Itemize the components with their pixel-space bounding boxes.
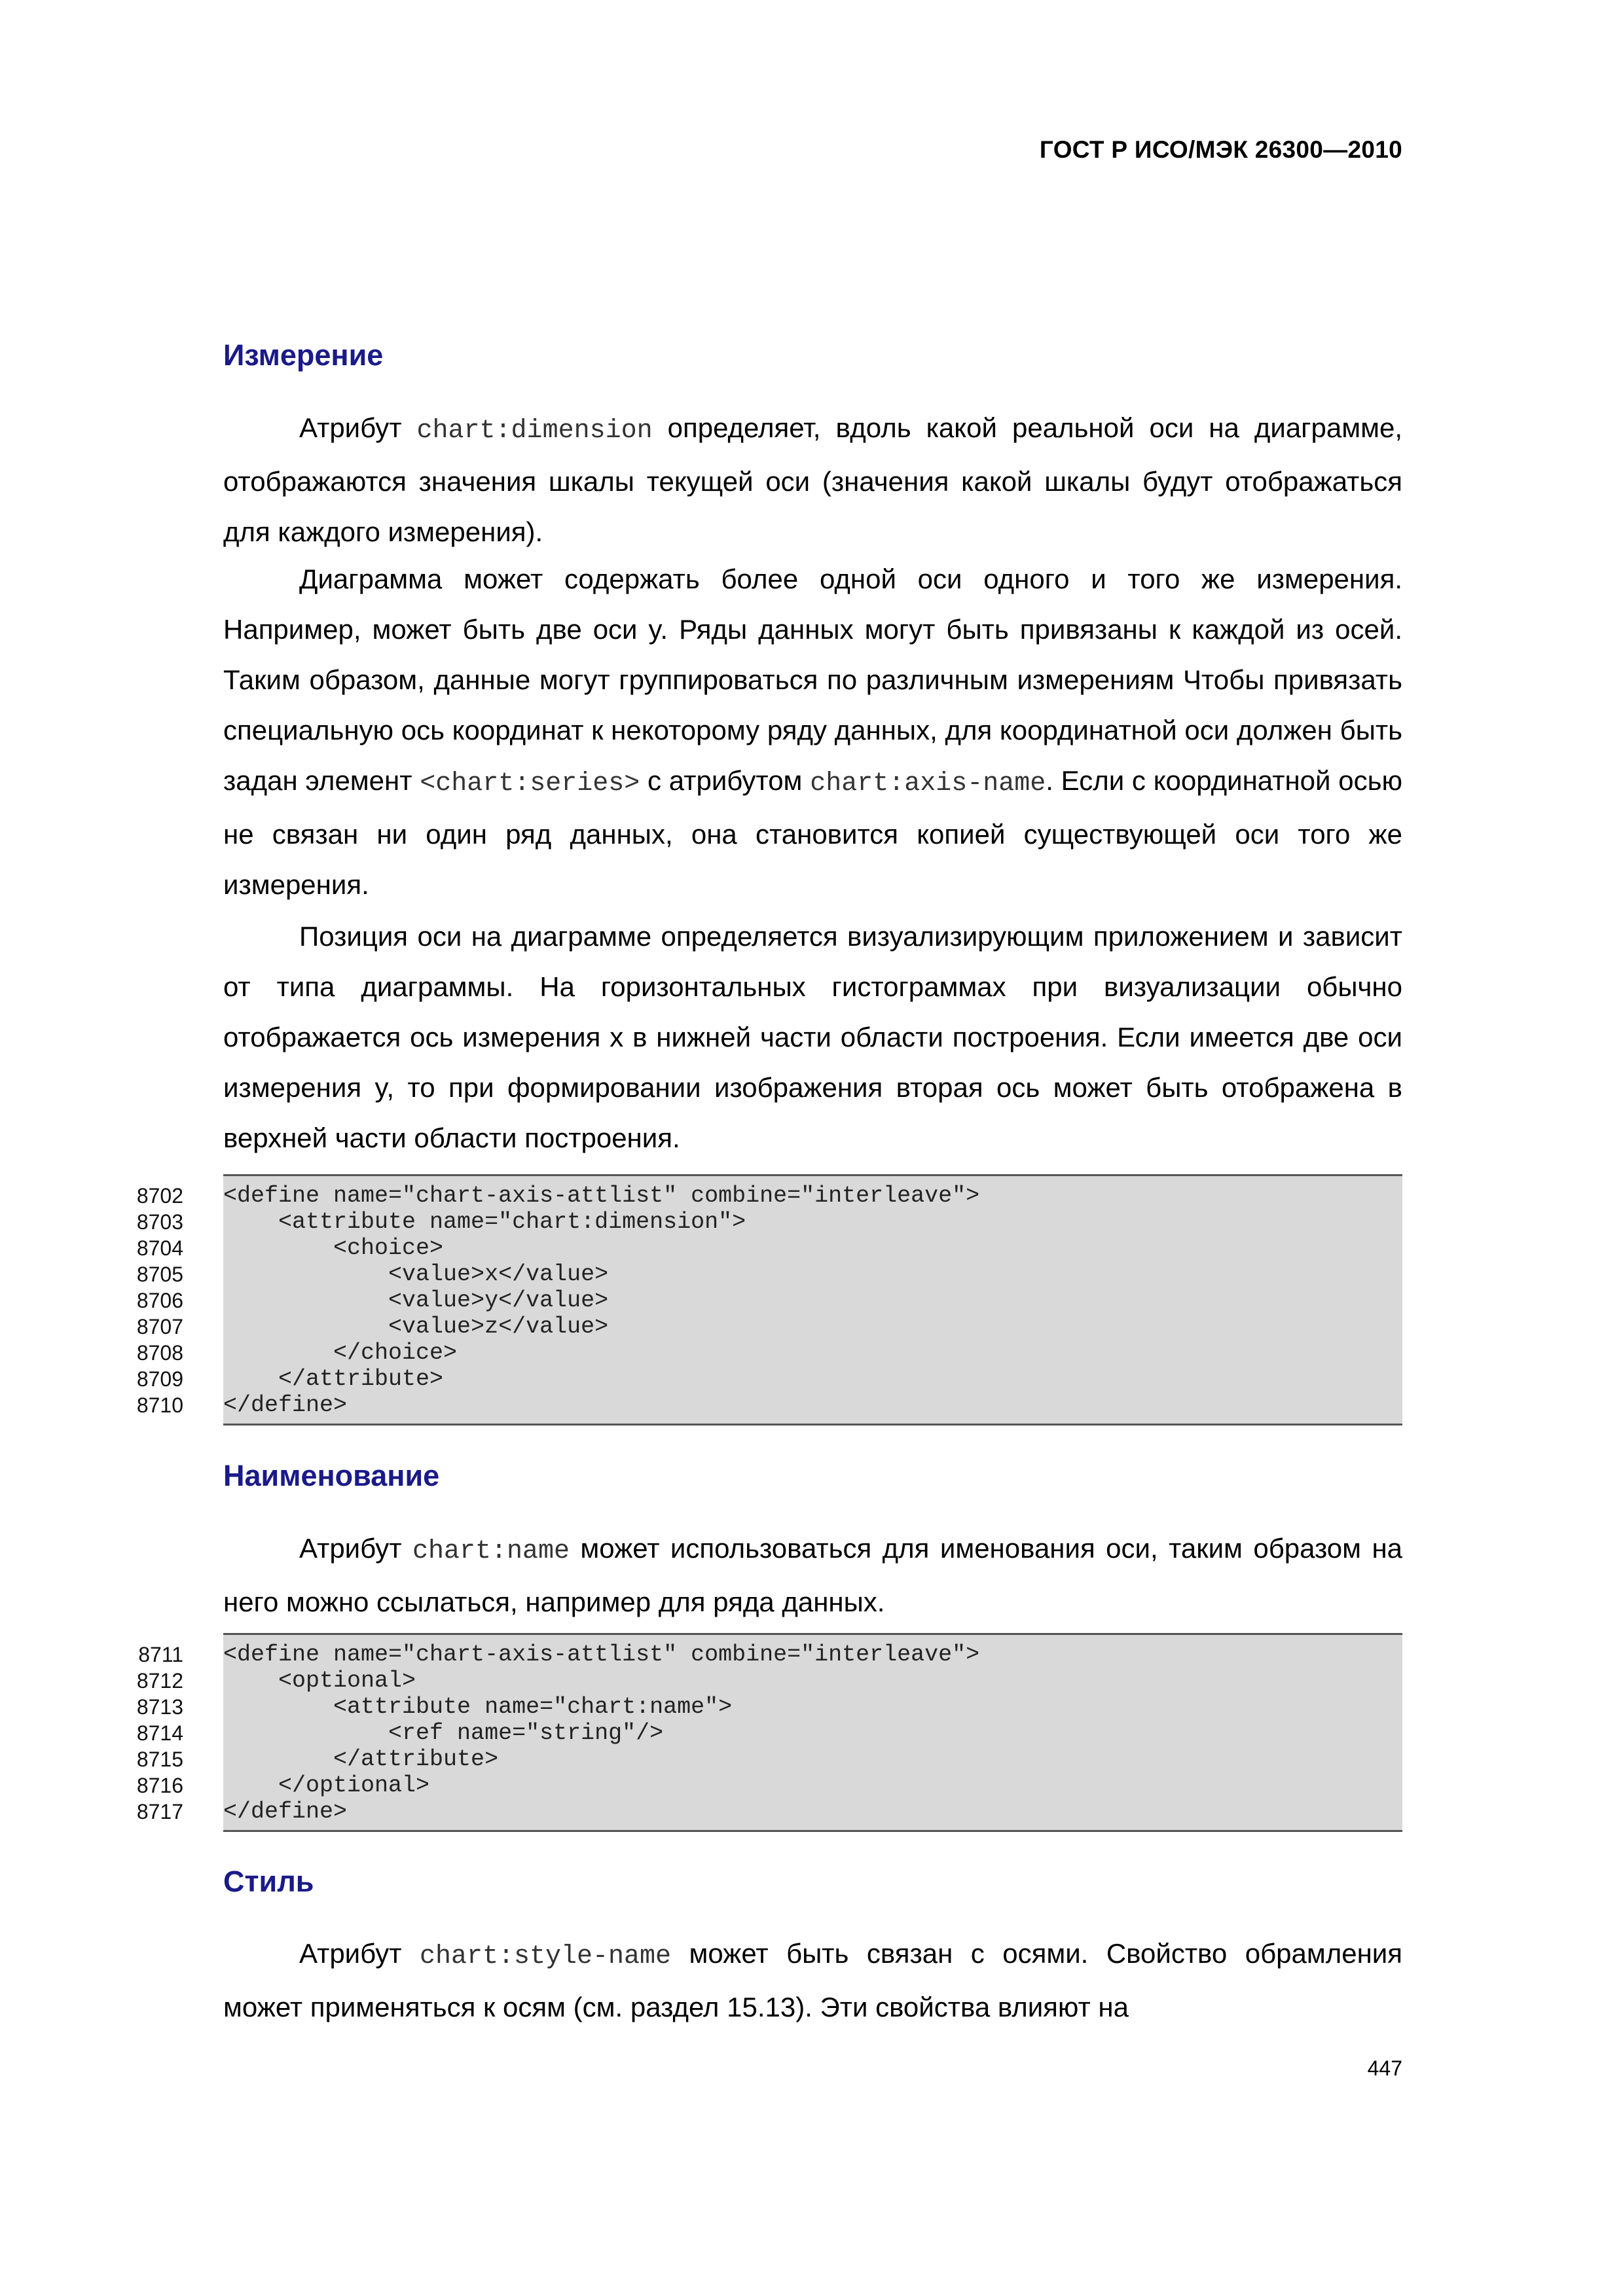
dimension-paragraph-3	[223, 911, 1402, 1163]
code-line: <ref name="string"/>	[223, 1720, 664, 1746]
code-line: <value>y</value>	[223, 1287, 609, 1314]
text-fragment: Атрибут	[299, 412, 417, 443]
section-heading-dimension: Измерение	[223, 338, 384, 372]
line-number: 8708	[136, 1341, 183, 1365]
dimension-paragraph-2	[223, 554, 1402, 910]
code-inline-chart-name: chart:name	[412, 1537, 570, 1566]
code-line: <optional>	[223, 1668, 416, 1694]
page-number: 447	[1367, 2056, 1402, 2080]
code-inline-chart-axis-name: chart:axis-name	[810, 769, 1046, 798]
line-number: 8714	[136, 1721, 183, 1745]
code-line: <define name="chart-axis-attlist" combine="interleave">	[223, 1183, 980, 1209]
dimension-paragraph-1	[223, 403, 1402, 557]
code-line: </define>	[223, 1799, 348, 1825]
line-number: 8704	[136, 1236, 183, 1260]
code-block-dimension	[223, 1174, 1402, 1426]
line-number: 8707	[136, 1315, 183, 1338]
code-line: <attribute name="chart:name">	[223, 1694, 733, 1720]
text-fragment: может быть связан с осями. Свойство обрамления может применяться к осям (см. раздел 15.13). Эти свойства влияют на	[223, 1938, 1402, 2022]
line-number: 8702	[136, 1184, 183, 1208]
code-line: </optional>	[223, 1772, 430, 1799]
code-line: </attribute>	[223, 1746, 499, 1772]
section-heading-name: Наименование	[223, 1459, 440, 1492]
code-line: </attribute>	[223, 1366, 444, 1392]
line-number: 8703	[136, 1210, 183, 1234]
text-fragment: Атрибут	[299, 1938, 420, 1969]
line-number: 8717	[136, 1800, 183, 1823]
text-fragment: Диаграмма может содержать более одной оси одного и того же измерения. Например, может быть две оси y. Ряды данных могут быть привязаны к каждой из осей. Таким образом, данные могут группироваться по различным измерениям Чтобы привязать специальную ось координат к некоторому ряду данных, для координатной оси должен быть задан элемент	[223, 564, 1402, 796]
text-fragment: определяет, вдоль какой реальной оси на диаграмме, отображаются значения шкалы текущей оси (значения какой шкалы будут отображаться для каждого измерения).	[223, 412, 1402, 547]
code-line: </define>	[223, 1392, 348, 1418]
code-inline-chart-style-name: chart:style-name	[420, 1942, 672, 1971]
code-line: <attribute name="chart:dimension">	[223, 1209, 746, 1235]
section-name	[223, 1461, 1402, 1490]
line-number: 8713	[136, 1695, 183, 1719]
text-fragment: с атрибутом	[640, 765, 811, 796]
section-heading-style: Стиль	[223, 1865, 314, 1898]
code-line: <value>x</value>	[223, 1261, 609, 1287]
code-line: <value>z</value>	[223, 1314, 609, 1340]
section-dimension	[223, 340, 1402, 370]
name-paragraph-1	[223, 1523, 1402, 1627]
code-line: <define name="chart-axis-attlist" combine="interleave">	[223, 1641, 980, 1668]
line-number: 8705	[136, 1263, 183, 1286]
code-inline-chart-dimension: chart:dimension	[416, 416, 653, 446]
code-block-dimension-line-numbers	[131, 1183, 183, 1418]
line-number: 8709	[136, 1367, 183, 1391]
code-line: </choice>	[223, 1340, 458, 1366]
code-block-name	[223, 1633, 1402, 1832]
style-paragraph-1	[223, 1928, 1402, 2032]
line-number: 8711	[138, 1643, 183, 1666]
line-number: 8706	[136, 1289, 183, 1312]
code-line: <choice>	[223, 1235, 444, 1261]
code-inline-chart-series: <chart:series>	[420, 769, 640, 798]
code-block-name-line-numbers	[131, 1641, 183, 1825]
line-number: 8716	[136, 1774, 183, 1797]
dimension-paragraph-3-text: Позиция оси на диаграмме определяется визуализирующим приложением и зависит от типа диаграммы. На горизонтальных гистограммах при визуализации обычно отображается ось измерения x в нижней части области построения. Если имеется две оси измерения y, то при формировании изображения вторая ось может быть отображена в верхней части области построения.	[223, 921, 1402, 1153]
document-header-title: ГОСТ Р ИСО/МЭК 26300—2010	[1039, 136, 1402, 163]
text-fragment: . Если с координатной осью не связан ни один ряд данных, она становится копией существующей оси того же измерения.	[223, 765, 1402, 900]
line-number: 8712	[136, 1669, 183, 1693]
text-fragment: может использоваться для именования оси, таким образом на него можно ссылаться, например для ряда данных.	[223, 1533, 1402, 1617]
section-style	[223, 1867, 1402, 1896]
line-number: 8715	[136, 1748, 183, 1771]
line-number: 8710	[136, 1393, 183, 1417]
text-fragment: Атрибут	[299, 1533, 412, 1564]
